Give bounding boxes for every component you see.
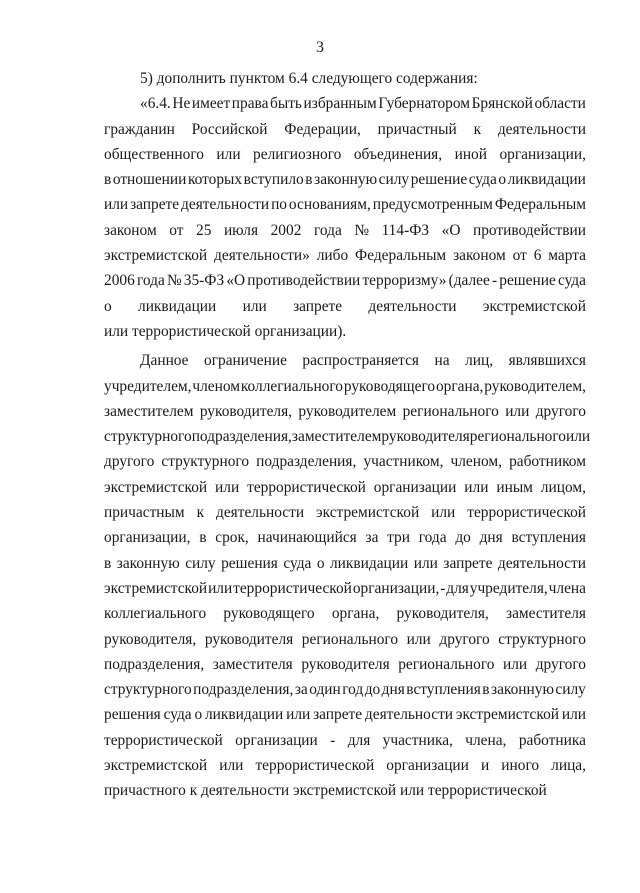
word: учредителем, bbox=[104, 377, 192, 395]
word: другого bbox=[535, 655, 586, 673]
word: ликвидации bbox=[330, 554, 409, 572]
word: террористической bbox=[467, 504, 586, 522]
word: экстремистской bbox=[104, 247, 208, 265]
word: ликвидации bbox=[138, 297, 217, 315]
word: деятельности bbox=[497, 120, 586, 138]
word: организации bbox=[386, 757, 469, 775]
word: года bbox=[313, 221, 342, 239]
word: регионального bbox=[301, 630, 399, 648]
word: или bbox=[503, 655, 528, 673]
text-line bbox=[104, 753, 586, 778]
word: члена, bbox=[465, 731, 507, 749]
word: о bbox=[194, 706, 203, 724]
word: решения bbox=[104, 706, 161, 724]
word: органа, bbox=[435, 377, 484, 395]
word: являвшихся bbox=[508, 352, 586, 370]
word: или bbox=[242, 297, 267, 315]
word: вступления bbox=[511, 529, 586, 547]
word: «6.4. bbox=[140, 95, 171, 113]
word: работником bbox=[509, 453, 586, 471]
word: для bbox=[347, 731, 371, 749]
text-line bbox=[104, 728, 586, 753]
word: Федеральным bbox=[494, 196, 586, 214]
word: организации bbox=[235, 731, 318, 749]
word: или bbox=[215, 478, 240, 496]
word: деятельности» bbox=[214, 247, 310, 265]
word: о bbox=[498, 171, 507, 189]
word: распространяется bbox=[302, 352, 420, 370]
text-line bbox=[104, 167, 586, 192]
text-line bbox=[104, 576, 586, 601]
word: заместителя bbox=[212, 655, 293, 673]
word: суда bbox=[468, 171, 497, 189]
word: начинающийся bbox=[257, 529, 357, 547]
word: отношении bbox=[112, 171, 187, 189]
word: терроризму» bbox=[362, 272, 447, 290]
word: силу bbox=[378, 171, 410, 189]
text-line: причастного к деятельности экстремистской или террористической bbox=[104, 782, 547, 800]
word: законную bbox=[491, 681, 554, 699]
word: в bbox=[104, 554, 112, 572]
word: один bbox=[309, 681, 341, 699]
word: предусмотренным bbox=[372, 196, 493, 214]
word: заместителя bbox=[506, 605, 586, 623]
word: экстремистской bbox=[104, 579, 208, 597]
word: № bbox=[166, 272, 182, 290]
text-line bbox=[104, 294, 586, 319]
word: 114-ФЗ bbox=[381, 221, 430, 239]
word: имеет bbox=[191, 95, 231, 113]
word: срок, bbox=[215, 529, 249, 547]
word: организации, bbox=[352, 579, 440, 597]
word: быть bbox=[270, 95, 302, 113]
word: ликвидации bbox=[507, 171, 586, 189]
word: религиозного bbox=[253, 145, 342, 163]
word: членом bbox=[192, 377, 240, 395]
word: или bbox=[431, 504, 456, 522]
word: от bbox=[169, 221, 184, 239]
word: или bbox=[561, 706, 586, 724]
word: заместителем bbox=[104, 402, 194, 420]
word: регионального bbox=[469, 428, 566, 446]
word: к bbox=[473, 120, 482, 138]
word: экстремистской bbox=[316, 504, 420, 522]
text-line bbox=[104, 424, 591, 449]
word: суда bbox=[557, 272, 586, 290]
word: Данное bbox=[140, 352, 189, 370]
paragraph-restriction bbox=[104, 348, 591, 803]
word: или bbox=[286, 706, 311, 724]
word: экстремистской bbox=[104, 478, 208, 496]
word: работника bbox=[518, 731, 586, 749]
word: руководителем bbox=[298, 402, 397, 420]
word: экстремистской bbox=[104, 757, 208, 775]
word: запрете bbox=[313, 706, 363, 724]
word: 2002 bbox=[270, 221, 302, 239]
text-line bbox=[104, 652, 586, 677]
word: силу bbox=[185, 554, 216, 572]
word: гражданин bbox=[104, 120, 175, 138]
word: решение bbox=[410, 171, 468, 189]
word: террористической bbox=[104, 731, 223, 749]
word: запрете bbox=[293, 297, 343, 315]
word: три bbox=[387, 529, 410, 547]
word: организации bbox=[373, 478, 457, 496]
word: 25 bbox=[196, 221, 212, 239]
word: для bbox=[446, 579, 469, 597]
word: другого bbox=[439, 630, 490, 648]
word: членом, bbox=[450, 453, 502, 471]
word: руководителя bbox=[301, 655, 390, 673]
word: подразделения, bbox=[191, 428, 292, 446]
word: деятельности bbox=[181, 196, 270, 214]
word: (далее bbox=[448, 272, 490, 290]
word: области bbox=[534, 95, 586, 113]
word: вступило bbox=[243, 171, 304, 189]
word: решение bbox=[499, 272, 556, 290]
word: органа, bbox=[331, 605, 380, 623]
text-line bbox=[104, 91, 586, 116]
word: структурного bbox=[161, 453, 250, 471]
word: в bbox=[305, 171, 313, 189]
word: вступления bbox=[406, 681, 481, 699]
text-line bbox=[104, 348, 586, 373]
word: - bbox=[330, 731, 336, 749]
word: учредителя, bbox=[469, 579, 548, 597]
text-line bbox=[104, 449, 586, 474]
word: общественного bbox=[104, 145, 204, 163]
word: другого bbox=[535, 402, 586, 420]
word: или bbox=[104, 196, 129, 214]
word: организации, bbox=[104, 529, 191, 547]
text-line bbox=[104, 677, 586, 702]
word: 6 bbox=[533, 247, 542, 265]
text-line bbox=[104, 601, 586, 626]
text-line bbox=[104, 500, 586, 525]
word: силу bbox=[555, 681, 586, 699]
word: Не bbox=[172, 95, 191, 113]
word: года bbox=[136, 272, 165, 290]
word: 2006 bbox=[104, 272, 135, 290]
word: ограничение bbox=[204, 352, 287, 370]
word: или bbox=[505, 402, 530, 420]
text-line bbox=[104, 702, 586, 727]
word: от bbox=[512, 247, 527, 265]
paragraph-6-4 bbox=[104, 91, 586, 344]
word: «О bbox=[441, 221, 461, 239]
word: подразделения, bbox=[104, 655, 205, 673]
word: террористической bbox=[255, 757, 375, 775]
text-line bbox=[104, 525, 586, 550]
word: деятельности bbox=[497, 554, 586, 572]
text-line bbox=[104, 268, 586, 293]
word: суда bbox=[283, 554, 312, 572]
word: участником, bbox=[363, 453, 444, 471]
word: иного bbox=[501, 757, 540, 775]
word: № bbox=[354, 221, 370, 239]
word: Федеральным bbox=[355, 247, 447, 265]
word: о bbox=[104, 297, 112, 315]
text-line bbox=[104, 399, 586, 424]
word: июля bbox=[223, 221, 259, 239]
word: или bbox=[464, 478, 489, 496]
word: или bbox=[208, 579, 233, 597]
word: о bbox=[316, 554, 325, 572]
text-line bbox=[104, 627, 586, 652]
word: либо bbox=[316, 247, 349, 265]
word: права bbox=[231, 95, 269, 113]
word: до bbox=[455, 529, 471, 547]
word: иной bbox=[454, 145, 487, 163]
word: коллегиального bbox=[104, 605, 207, 623]
word: объединения, bbox=[353, 145, 443, 163]
word: года bbox=[418, 529, 447, 547]
word: за bbox=[365, 529, 379, 547]
word: которых bbox=[187, 171, 243, 189]
word: дня bbox=[381, 681, 405, 699]
word: или bbox=[219, 757, 244, 775]
word: и bbox=[480, 757, 490, 775]
word: законом bbox=[453, 247, 506, 265]
word: лица, bbox=[551, 757, 586, 775]
word: террористической bbox=[247, 478, 366, 496]
word: деятельности bbox=[368, 297, 457, 315]
word: террористической bbox=[233, 579, 352, 597]
word: или bbox=[566, 428, 591, 446]
word: - bbox=[440, 579, 446, 597]
text-line bbox=[104, 475, 586, 500]
word: суда bbox=[163, 706, 192, 724]
word: Российской bbox=[191, 120, 268, 138]
word: основаниям, bbox=[288, 196, 371, 214]
word: к bbox=[196, 504, 205, 522]
word: другого bbox=[104, 453, 155, 471]
text-line bbox=[104, 218, 586, 243]
word: руководителя, bbox=[199, 402, 293, 420]
word: структурного bbox=[498, 630, 586, 648]
word: руководителя, bbox=[396, 605, 489, 623]
item-intro: 5) дополнить пунктом 6.4 следующего содержания: bbox=[140, 70, 478, 87]
word: руководящего bbox=[343, 377, 436, 395]
text-line bbox=[104, 243, 586, 268]
word: до bbox=[364, 681, 381, 699]
word: марта bbox=[548, 247, 586, 265]
word: Брянской bbox=[471, 95, 533, 113]
word: члена bbox=[548, 579, 586, 597]
word: структурного bbox=[104, 681, 192, 699]
text-line bbox=[104, 551, 586, 576]
word: Федерации, bbox=[284, 120, 361, 138]
word: заместителем bbox=[291, 428, 382, 446]
word: избранным bbox=[303, 95, 377, 113]
word: «О bbox=[226, 272, 246, 290]
word: законную bbox=[116, 554, 180, 572]
word: противодействии bbox=[472, 221, 586, 239]
word: руководящего bbox=[223, 605, 315, 623]
word: руководителя bbox=[381, 428, 470, 446]
word: подразделения, bbox=[256, 453, 357, 471]
word: или bbox=[406, 630, 431, 648]
word: за bbox=[294, 681, 308, 699]
word: руководителя bbox=[204, 630, 294, 648]
word: по bbox=[271, 196, 287, 214]
word: структурного bbox=[104, 428, 192, 446]
word: Губернатором bbox=[378, 95, 470, 113]
word: запрете bbox=[130, 196, 180, 214]
word: иным bbox=[496, 478, 533, 496]
word: год bbox=[342, 681, 364, 699]
word: участника, bbox=[382, 731, 453, 749]
word: законом bbox=[104, 221, 157, 239]
word: законную bbox=[314, 171, 378, 189]
document-body bbox=[104, 66, 591, 804]
word: - bbox=[491, 272, 498, 290]
word: или bbox=[413, 554, 438, 572]
word: в bbox=[482, 681, 490, 699]
word: лицом, bbox=[540, 478, 586, 496]
word: в bbox=[104, 171, 112, 189]
word: противодействии bbox=[247, 272, 361, 290]
word: деятельности bbox=[364, 706, 454, 724]
word: коллегиального bbox=[240, 377, 343, 395]
word: решения bbox=[221, 554, 278, 572]
word: руководителем, bbox=[484, 377, 586, 395]
word: экстремистской bbox=[455, 706, 560, 724]
word: регионального bbox=[402, 402, 499, 420]
word: ликвидации bbox=[204, 706, 284, 724]
word: организации, bbox=[499, 145, 586, 163]
word: причастный bbox=[377, 120, 457, 138]
word: или bbox=[216, 145, 241, 163]
word: деятельности bbox=[215, 504, 305, 522]
word: подразделения, bbox=[193, 681, 294, 699]
page-number: 3 bbox=[316, 39, 324, 56]
text-line bbox=[104, 192, 586, 217]
text-line bbox=[104, 374, 586, 399]
word: на bbox=[434, 352, 450, 370]
text-line: или террористической организации). bbox=[104, 322, 347, 340]
word: руководителя, bbox=[104, 630, 197, 648]
word: регионального bbox=[398, 655, 495, 673]
word: запрете bbox=[443, 554, 493, 572]
word: в bbox=[199, 529, 207, 547]
text-line bbox=[104, 117, 586, 142]
word: 35-ФЗ bbox=[183, 272, 225, 290]
text-line bbox=[104, 142, 586, 167]
word: причастным bbox=[104, 504, 185, 522]
word: лиц, bbox=[465, 352, 494, 370]
word: дня bbox=[479, 529, 503, 547]
word: экстремистской bbox=[482, 297, 586, 315]
